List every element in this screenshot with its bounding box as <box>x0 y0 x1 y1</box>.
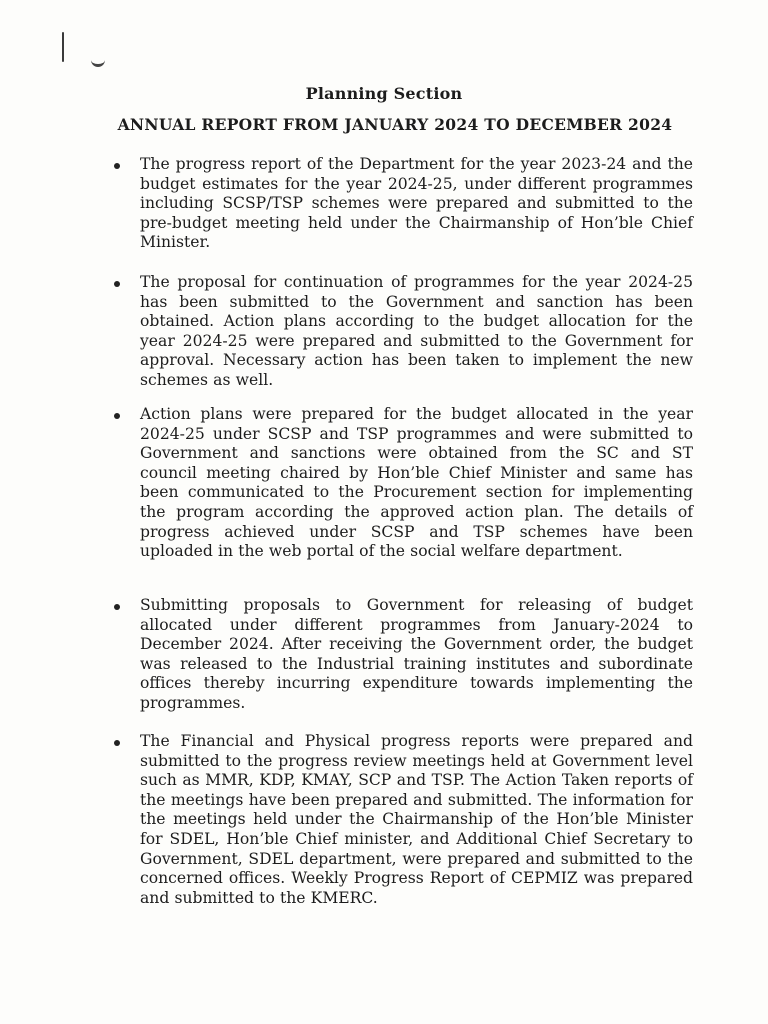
bullet-text: Action plans were prepared for the budget allocated in the year 2024-25 under SCSP and TSP programmes and were submitted to Government and sanctions were obtained from the SC and ST council meeting chaired by Hon’ble Chief Minister and same has been communicated to the Procurement section for implementing the program according the approved action plan. The details of progress achieved under SCSP and TSP schemes have been uploaded in the web portal of the social welfare department. <box>140 405 693 561</box>
bullet-icon <box>114 740 120 746</box>
bullet-text: The Financial and Physical progress reports were prepared and submitted to the progress review meetings held at Government level such as MMR, KDP, KMAY, SCP and TSP. The Action Taken reports of the meetings have been prepared and submitted. The information for the meetings held under the Chairmanship of the Hon’ble Minister for SDEL, Hon’ble Chief minister, and Additional Chief Secretary to Government, SDEL department, were prepared and submitted to the concerned offices. Weekly Progress Report of CEPMIZ was prepared and submitted to the KMERC. <box>140 732 693 907</box>
bullet-text: Submitting proposals to Government for releasing of budget allocated under different programmes from January-2024 to December 2024. After receiving the Government order, the budget was released to the Industrial training institutes and subordinate offices thereby incurring expenditure towards implementing the programmes. <box>140 596 693 712</box>
bullet-icon <box>114 604 120 610</box>
section-heading: Planning Section <box>305 84 463 103</box>
bullet-icon <box>114 281 120 287</box>
bullet-text: The progress report of the Department for the year 2023-24 and the budget estimates for the year 2024-25, under different programmes including SCSP/TSP schemes were prepared and submitted to the pre-budget meeting held under the Chairmanship of Hon’ble Chief Minister. <box>140 155 693 252</box>
report-heading: ANNUAL REPORT FROM JANUARY 2024 TO DECEMBER 2024 <box>117 115 673 134</box>
bullet-text: The proposal for continuation of programmes for the year 2024-25 has been submitted to the Government and sanction has been obtained. Action plans according to the budget allocation for the year 2024-25 were prepared and submitted to the Government for approval. Necessary action has been taken to implement the new schemes as well. <box>140 273 693 389</box>
scan-mark-hook <box>91 58 105 67</box>
bullet-icon <box>114 413 120 419</box>
scan-mark-line <box>62 32 64 62</box>
bullet-icon <box>114 163 120 169</box>
